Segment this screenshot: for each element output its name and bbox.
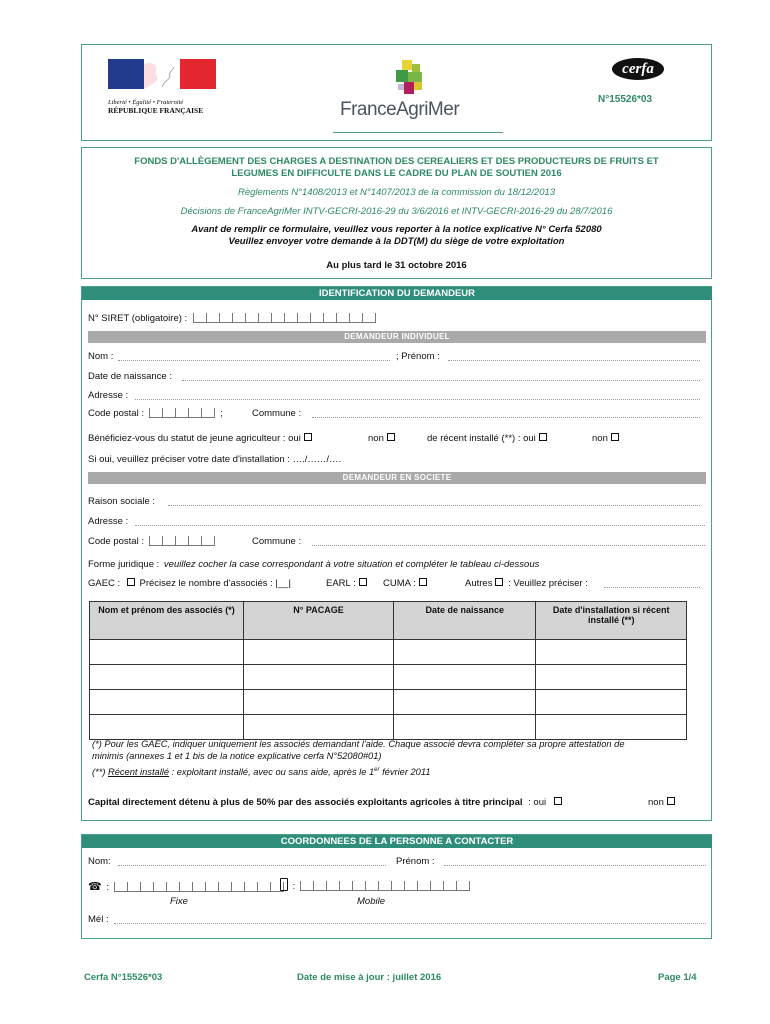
note-2-sup: er <box>374 767 380 773</box>
install-date-label: Si oui, veuillez préciser votre date d'installation : …./……/…. <box>88 454 342 465</box>
flag-icon <box>108 59 216 95</box>
forme-instruction: veuillez cocher la case correspondant à votre situation et compléter le tableau ci-dessous <box>163 559 540 570</box>
company-postal-input[interactable] <box>149 536 215 546</box>
autres-row <box>465 578 588 589</box>
young-farmer-non <box>368 433 395 444</box>
capital-label: Capital directement détenu à plus de 50% par des associés exploitants agricoles à titre principal <box>88 797 523 808</box>
autres-label: Autres <box>465 578 493 589</box>
forme-label: Forme juridique : <box>88 559 160 570</box>
capital-non-label: non <box>648 797 664 808</box>
capital-oui-checkbox[interactable] <box>554 797 562 805</box>
mobile-row: : <box>280 878 470 892</box>
col-pacage-header: N° PACAGE <box>243 602 393 640</box>
recent-non-label: non <box>592 433 608 444</box>
table-cell[interactable] <box>394 690 536 715</box>
gaec-checkbox[interactable] <box>127 578 135 586</box>
company-address-input[interactable] <box>135 525 705 526</box>
nom-input[interactable] <box>118 360 390 361</box>
footer-page: Page 1/4 <box>658 972 697 983</box>
gaec-label: GAEC : <box>88 578 121 589</box>
note-2-rest: : exploitant installé, avec ou sans aide, après le 1 <box>169 767 375 778</box>
table-cell[interactable] <box>394 715 536 740</box>
postal-row <box>88 408 223 419</box>
earl-label: EARL : <box>326 578 356 589</box>
franceagrimer-emblem-icon <box>392 58 432 98</box>
autres-checkbox[interactable] <box>495 578 503 586</box>
table-header-row <box>90 602 687 640</box>
recent-oui-checkbox[interactable] <box>539 433 547 441</box>
notice-line-2: Veuillez envoyer votre demande à la DDT(M) du siège de votre exploitation <box>228 236 565 247</box>
table-row <box>90 715 687 740</box>
recent-non-checkbox[interactable] <box>611 433 619 441</box>
raison-label: Raison sociale : <box>88 496 156 507</box>
cuma-row <box>383 578 427 589</box>
young-farmer-oui-checkbox[interactable] <box>304 433 312 441</box>
marianne-logo <box>108 59 216 119</box>
regulations: Règlements N°1408/2013 et N°1407/2013 de la commission du 18/12/2013 <box>237 187 556 198</box>
fixe-label: Fixe <box>170 896 188 907</box>
siret-row <box>88 313 376 324</box>
title-line-2: LEGUMES EN DIFFICULTE DANS LE CADRE DU PLAN DE SOUTIEN 2016 <box>231 168 562 179</box>
gaec-detail: Précisez le nombre d'associés : |__| <box>139 578 291 589</box>
cerfa-logo <box>612 58 664 80</box>
mel-label: Mél : <box>88 914 109 925</box>
table-cell[interactable] <box>536 690 687 715</box>
contact-nom-input[interactable] <box>118 865 386 866</box>
table-cell[interactable] <box>90 640 244 665</box>
notice-line-1: Avant de remplir ce formulaire, veuillez vous reporter à la notice explicative N° Cerfa 52080 <box>191 224 602 235</box>
table-cell[interactable] <box>394 640 536 665</box>
phone-row: ☎ : <box>88 880 284 893</box>
capital-row <box>88 797 562 808</box>
nom-label: Nom : <box>88 351 114 362</box>
cuma-label: CUMA : <box>383 578 416 589</box>
birth-label: Date de naissance : <box>88 371 172 382</box>
republic-name: RÉPUBLIQUE FRANÇAISE <box>108 106 204 115</box>
siret-label: N° SIRET (obligatoire) : <box>88 313 188 324</box>
prenom-label: ; Prénom : <box>396 351 440 362</box>
postal-separator: ; <box>220 408 223 419</box>
note-2-term: Récent installé <box>108 767 169 778</box>
contact-header: COORDONNEES DE LA PERSONNE A CONTACTER <box>82 835 712 848</box>
mobile-input[interactable] <box>300 881 470 891</box>
cerfa-logo-text: cerfa <box>622 61 654 77</box>
commune-label: Commune : <box>252 408 302 419</box>
address-input[interactable] <box>135 399 700 400</box>
table-row <box>90 665 687 690</box>
siret-input[interactable] <box>193 313 376 323</box>
autres-detail: : Veuillez préciser : <box>508 578 588 589</box>
republic-motto: Liberté • Égalité • Fraternité <box>108 99 184 106</box>
logo-divider <box>333 132 503 133</box>
table-cell[interactable] <box>536 715 687 740</box>
earl-checkbox[interactable] <box>359 578 367 586</box>
note-2-prefix: (**) <box>92 767 109 778</box>
table-cell[interactable] <box>90 690 244 715</box>
decisions: Décisions de FranceAgriMer INTV-GECRI-2016-29 du 3/6/2016 et INTV-GECRI-2016-29 du 28/7/2016 <box>180 206 613 217</box>
table-cell[interactable] <box>536 640 687 665</box>
company-postal-row <box>88 536 215 547</box>
cuma-checkbox[interactable] <box>419 578 427 586</box>
deadline: Au plus tard le 31 octobre 2016 <box>326 260 467 271</box>
col-install-header: Date d'installation si récent installé (**) <box>536 602 687 640</box>
forme-row <box>88 559 539 570</box>
table-cell[interactable] <box>243 665 393 690</box>
phone-icon: ☎ <box>88 881 102 893</box>
footer-cerfa: Cerfa N°15526*03 <box>84 972 163 983</box>
col-birth-header: Date de naissance <box>394 602 536 640</box>
young-farmer-non-label: non <box>368 433 384 444</box>
postal-input[interactable] <box>149 408 215 418</box>
table-cell[interactable] <box>90 715 244 740</box>
recent-label: de récent installé (**) : oui <box>427 433 536 444</box>
gaec-row <box>88 578 291 589</box>
agency-name: FranceAgriMer <box>340 99 460 120</box>
note-1a: (*) Pour les GAEC, indiquer uniquement les associés demandant l'aide. Chaque associé devra compléter sa propre attestation de <box>92 739 625 749</box>
footer-date: Date de mise à jour : juillet 2016 <box>297 972 442 983</box>
raison-input[interactable] <box>168 505 700 506</box>
table-row <box>90 690 687 715</box>
birth-input[interactable] <box>182 380 700 381</box>
capital-oui-label: : oui <box>528 797 547 808</box>
company-commune-label: Commune : <box>252 536 302 547</box>
table-cell[interactable] <box>243 715 393 740</box>
company-commune-input[interactable] <box>312 545 705 546</box>
table-cell[interactable] <box>243 690 393 715</box>
note-2-end: février 2011 <box>379 767 431 778</box>
col-name-header: Nom et prénom des associés (*) <box>90 602 244 640</box>
note-1b: minimis (annexes 1 et 1 bis de la notice explicative cerfa N°52080#01) <box>92 751 382 761</box>
title-line-1: FONDS D'ALLÈGEMENT DES CHARGES A DESTINATION DES CEREALIERS ET DES PRODUCTEURS DE FRUITS ET <box>134 156 659 167</box>
recent-row <box>427 433 547 444</box>
company-postal-label: Code postal : <box>88 536 144 547</box>
associates-table <box>89 601 687 740</box>
capital-non-checkbox[interactable] <box>667 797 675 805</box>
mobile-phone-icon <box>280 878 288 891</box>
young-farmer-row <box>88 433 312 444</box>
young-farmer-non-checkbox[interactable] <box>387 433 395 441</box>
form-number: N°15526*03 <box>598 94 653 105</box>
contact-prenom-label: Prénom : <box>396 856 435 867</box>
table-cell[interactable] <box>243 640 393 665</box>
young-farmer-label: Bénéficiez-vous du statut de jeune agriculteur : oui <box>88 433 301 444</box>
address-label: Adresse : <box>88 390 129 401</box>
contact-nom-label: Nom: <box>88 856 111 867</box>
prenom-input[interactable] <box>448 360 700 361</box>
commune-input[interactable] <box>312 417 700 418</box>
identification-header: IDENTIFICATION DU DEMANDEUR <box>82 287 712 300</box>
mel-input[interactable] <box>114 923 706 924</box>
recent-non <box>592 433 619 444</box>
table-cell[interactable] <box>536 665 687 690</box>
franceagrimer-logo <box>340 58 485 133</box>
note-2 <box>92 767 431 777</box>
individual-header: DEMANDEUR INDIVIDUEL <box>88 331 706 343</box>
table-cell[interactable] <box>394 665 536 690</box>
autres-input[interactable] <box>604 587 700 588</box>
capital-non <box>648 797 675 808</box>
phone-input[interactable] <box>114 882 284 892</box>
postal-label: Code postal : <box>88 408 144 419</box>
company-header: DEMANDEUR EN SOCIETE <box>88 472 706 484</box>
table-cell[interactable] <box>90 665 244 690</box>
contact-prenom-input[interactable] <box>444 865 706 866</box>
table-row <box>90 640 687 665</box>
company-address-label: Adresse : <box>88 516 129 527</box>
mobile-label: Mobile <box>357 896 385 907</box>
earl-row <box>326 578 367 589</box>
